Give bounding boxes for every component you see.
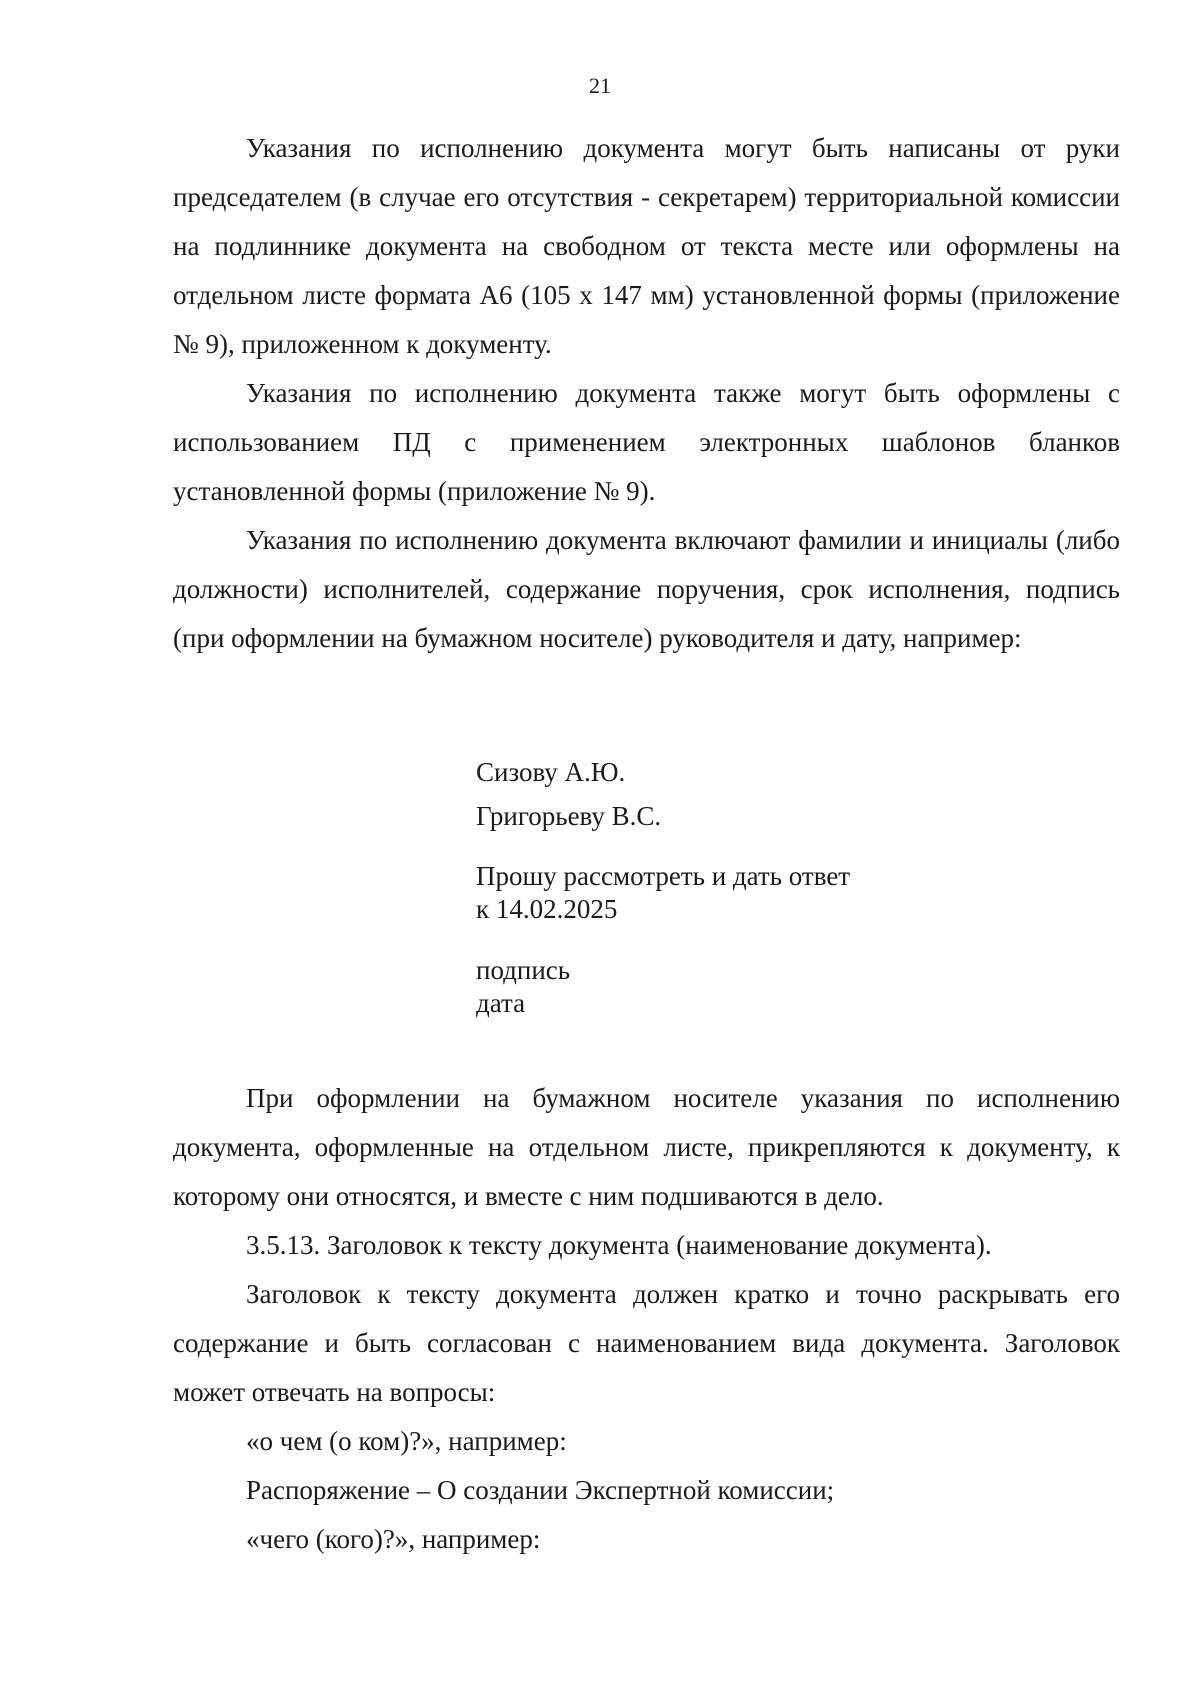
resolution-date: дата — [476, 988, 526, 1018]
paragraph-paper-attachment: При оформлении на бумажном носителе указания по исполнению документа, оформленные на отдельном листе, прикрепляются к документу, к которому они относятся, и вместе с ним подшиваются в дело. — [173, 1083, 1120, 1211]
paragraph-instructions-handwritten: Указания по исполнению документа могут быть написаны от руки председателем (в случае его отсутствия - секретарем) территориальной комиссии на подлиннике документа на свободном от текста месте или оформлены на отдельном листе формата А6 (105 х 147 мм) установленной формы (приложение № 9), приложенном к документу. — [173, 133, 1120, 359]
upper-text-block — [173, 124, 1120, 663]
resolution-addressee-1: Сизову А.Ю. — [476, 757, 626, 787]
resolution-example — [476, 756, 1036, 1020]
resolution-addressee-2: Григорьеву В.С. — [476, 801, 662, 831]
resolution-instruction-line-1: Прошу рассмотреть и дать ответ — [476, 861, 851, 891]
section-heading-3-5-13: 3.5.13. Заголовок к тексту документа (наименование документа). — [246, 1230, 992, 1260]
paragraph-question-about-what: «о чем (о ком)?», например: — [246, 1426, 567, 1456]
page-number: 21 — [589, 73, 611, 98]
paragraph-instructions-electronic: Указания по исполнению документа также могут быть оформлены с использованием ПД с применением электронных шаблонов бланков установленной формы (приложение № 9). — [173, 378, 1120, 506]
lower-text-block — [173, 1074, 1120, 1564]
paragraph-instructions-contents: Указания по исполнению документа включают фамилии и инициалы (либо должности) исполнителей, содержание поручения, срок исполнения, подпись (при оформлении на бумажном носителе) руководителя и дату, например: — [173, 525, 1120, 653]
paragraph-question-of-what: «чего (кого)?», например: — [246, 1524, 541, 1554]
resolution-signature: подпись — [476, 955, 571, 985]
paragraph-example-order: Распоряжение – О создании Экспертной комиссии; — [246, 1475, 835, 1505]
paragraph-heading-requirements: Заголовок к тексту документа должен кратко и точно раскрывать его содержание и быть согласован с наименованием вида документа. Заголовок может отвечать на вопросы: — [173, 1279, 1120, 1407]
resolution-instruction-line-2: к 14.02.2025 — [476, 894, 618, 924]
